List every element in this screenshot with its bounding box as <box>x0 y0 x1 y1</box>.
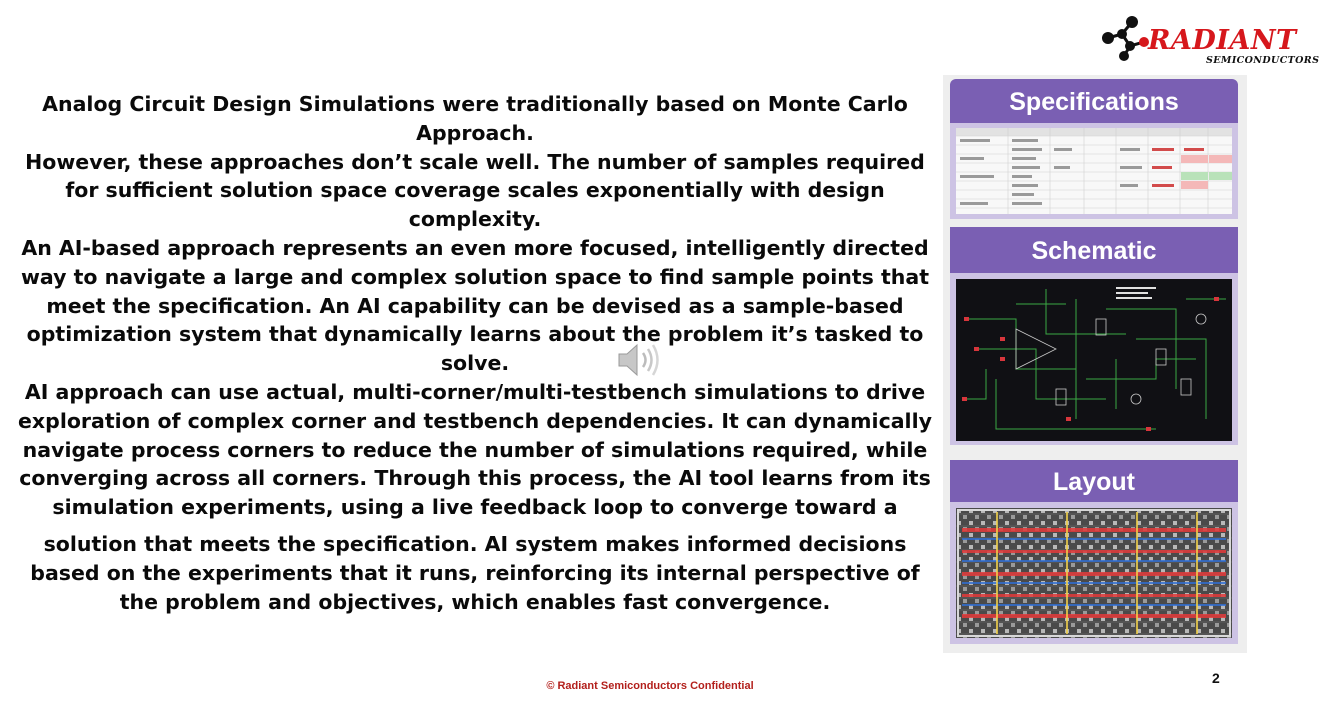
layout-graphic <box>956 508 1232 638</box>
figure-panel <box>943 75 1247 653</box>
slide-body-text <box>14 90 936 616</box>
paragraph-1 <box>14 90 936 148</box>
layout-image <box>950 502 1238 644</box>
schematic-image <box>950 273 1238 445</box>
paragraph-2: However, these approaches don’t scale well. The number of samples required for sufficient solution space coverage scales exponentially with design complexity. <box>25 149 925 232</box>
layout-header: Layout <box>950 460 1238 502</box>
logo-wordmark: RADIANT <box>1148 25 1297 56</box>
specifications-header: Specifications <box>950 79 1238 123</box>
molecule-logo-icon <box>1098 12 1150 62</box>
logo-subtitle: SEMICONDUCTORS <box>1206 55 1319 66</box>
speaker-icon[interactable] <box>617 341 663 379</box>
schematic-graphic <box>956 279 1232 441</box>
paragraph-1-line-2: Approach. <box>416 120 534 145</box>
paragraph-4: AI approach can use actual, multi-corner/multi-testbench simulations to drive exploration of complex corner and testbench dependencies. It can dynamically navigate process corners to reduce the number of simulations required, while converging across all corners. Through this process, the AI tool learns from its simulation experiments, using a live feedback loop to converge toward a <box>18 379 932 520</box>
paragraph-5: solution that meets the specification. AI system makes informed decisions based on the experiments that it runs, reinforcing its internal perspective of the problem and objectives, which enables fast convergence. <box>30 531 920 614</box>
specifications-image <box>950 123 1238 219</box>
paragraph-1-line-1: Analog Circuit Design Simulations were traditionally based on Monte Carlo <box>42 92 908 116</box>
schematic-header: Schematic <box>950 227 1238 273</box>
page-number: 2 <box>1212 670 1220 686</box>
paragraph-3: An AI-based approach represents an even more focused, intelligently directed way to navigate a large and complex solution space to find sample points that meet the specification. An AI capability can be devised as a sample-based optimization system that dynamically learns about the problem it’s tasked to solve. <box>20 235 930 376</box>
radiant-logo <box>1098 12 1319 68</box>
specifications-table-graphic <box>956 128 1232 214</box>
footer-confidential: © Radiant Semiconductors Confidential <box>546 680 754 692</box>
